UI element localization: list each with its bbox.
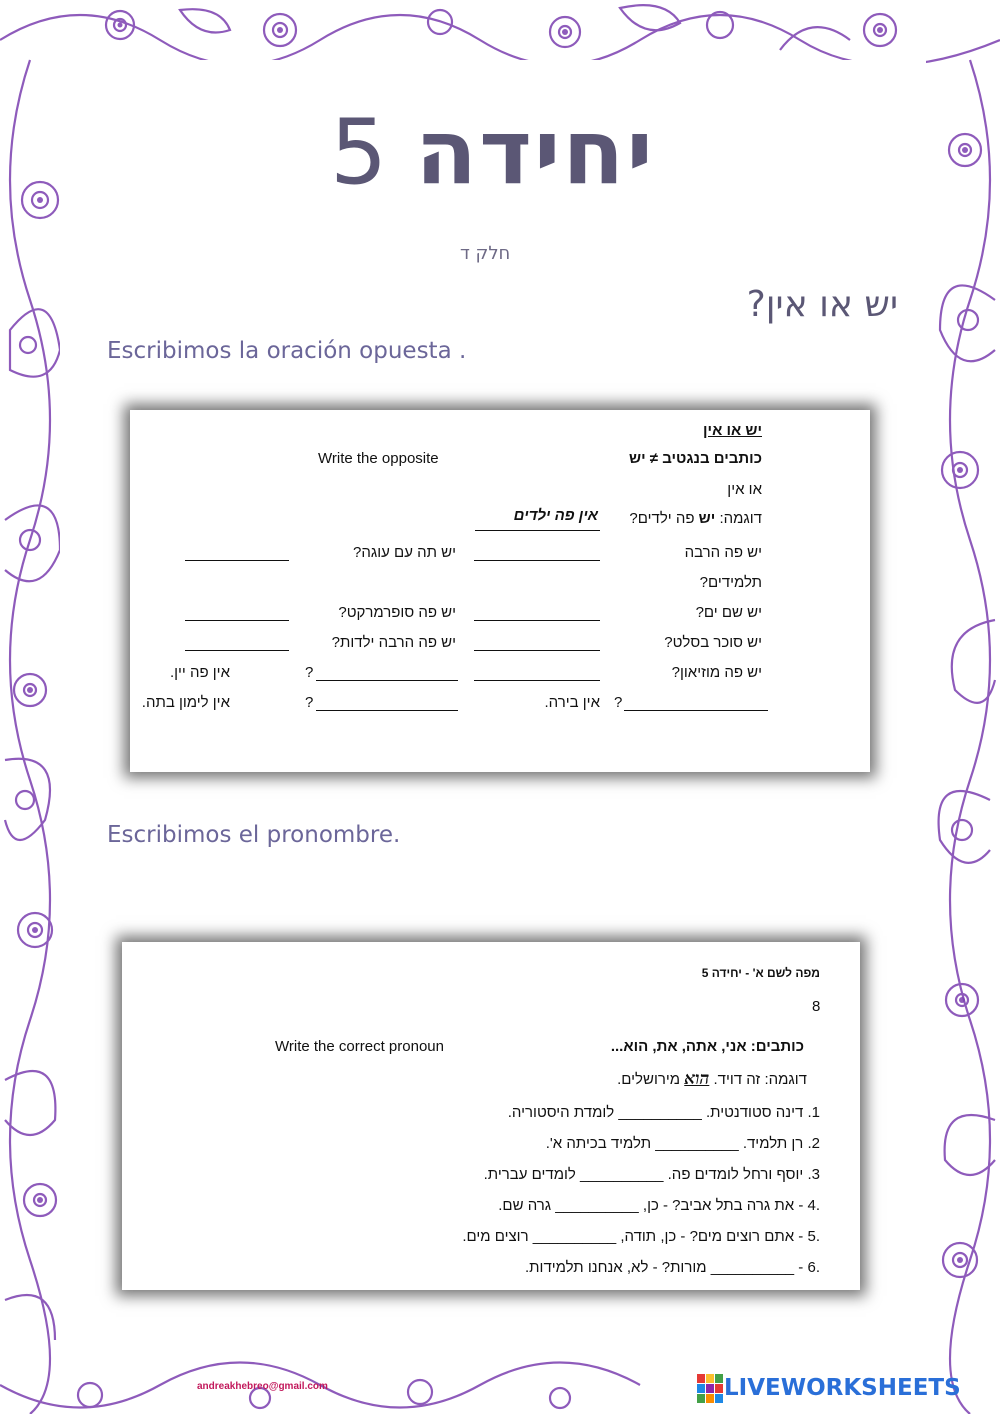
sheet1-example [629,510,762,527]
sheet2-write-line [611,1038,804,1055]
q-right-3: יש סוכר בסלט? [664,634,762,651]
sheet1-line1: כותבים בנגטיב ≠ יש [629,450,762,467]
example-text: זה דויד. [713,1071,761,1088]
liveworksheets-mark-icon [697,1374,721,1402]
answer-blank[interactable] [185,620,289,621]
item-number: .4 [807,1197,820,1214]
list-item[interactable] [508,1104,820,1121]
list-item[interactable] [546,1135,820,1152]
item-number: 2. [807,1135,820,1152]
item-text: יוסף ורחל לומדים פה. __________ לומדים עברית. [483,1166,804,1183]
item-number: 3. [807,1166,820,1183]
instruction-opposite: Escribimos la oración opuesta . [107,338,467,364]
q-mid-5: אין לימון בתה. [141,694,230,711]
title-hebrew: יחידה [415,100,655,205]
instruction-pronoun: Escribimos el pronombre. [107,822,401,848]
sheet1-example-answer: אין פה ילדים [513,507,598,524]
q-right-1a: יש פה הרבה [684,544,762,561]
item-number: 1. [807,1104,820,1121]
footer-email[interactable]: andreakhebreo@gmail.com [197,1381,328,1392]
sheet2-header: מפה לשם א' - יחידה 5 [701,966,820,980]
page-subtitle: חלק ד [460,243,511,264]
answer-blank[interactable] [474,620,600,621]
sheet1-heading: יש או אין [703,422,762,439]
answer-blank[interactable] [185,650,289,651]
item-text: - את גרה בתל אביב? - כן, __________ גרה שם. [498,1197,804,1214]
answer-blank[interactable] [316,710,458,711]
item-number: .6 [807,1259,820,1276]
item-number: .5 [807,1228,820,1245]
question-mark: ? [614,694,623,711]
q-mid-1: יש תה עם עוגה? [353,544,456,561]
answer-blank[interactable] [316,680,458,681]
page-title [330,100,655,205]
item-text: דינה סטודנטית. __________ לומדת היסטוריה. [507,1104,804,1121]
answer-blank[interactable] [474,560,600,561]
answer-blank[interactable] [474,680,600,681]
q-right-5: אין בירה. [544,694,600,711]
sheet1-line2: או אין [727,481,762,498]
write-options: אני, אתה, את, הוא... [610,1038,747,1055]
item-text: - אתם רוצים מים? - כן, תודה, __________ רוצים מים. [462,1228,804,1245]
example-answer: הוא [684,1069,710,1089]
list-item[interactable] [525,1259,820,1276]
q-right-4: יש פה מוזיאון? [671,664,762,681]
example-answer-line [475,530,600,531]
logo-text: LIVEWORKSHEETS [724,1375,961,1401]
sheet2-page-number: 8 [812,998,821,1015]
example-label: דוגמה: [764,1071,807,1088]
sheet2-example [617,1069,807,1089]
example-bold: יש [698,510,716,527]
sheet1-english-instruction: Write the opposite [318,450,439,467]
list-item[interactable] [462,1228,820,1245]
q-mid-3: יש פה הרבה ילדות? [331,634,456,651]
liveworksheets-logo[interactable] [697,1374,961,1402]
worksheet-pronoun-sheet [122,942,860,1290]
item-text: רן תלמיד. __________ תלמיד בכיתה א'. [545,1135,804,1152]
q-mid-4: אין פה יין. [169,664,230,681]
example-label: דוגמה: [719,510,762,527]
sheet2-english-instruction: Write the correct pronoun [275,1038,444,1055]
item-text: - __________ מורות? - לא, אנחנו תלמידות. [525,1259,804,1276]
question-mark: ? [305,664,314,681]
title-number: 5 [330,100,390,205]
answer-blank[interactable] [185,560,289,561]
q-right-2: יש שם ים? [695,604,762,621]
write-label: כותבים: [750,1038,804,1055]
example-end: מירושלים. [617,1071,681,1088]
list-item[interactable] [484,1166,820,1183]
q-mid-2: יש פה סופרמרקט? [338,604,456,621]
question-mark: ? [305,694,314,711]
q-right-1b: תלמידים? [699,574,762,591]
example-rest: פה ילדים? [629,510,695,527]
list-item[interactable] [498,1197,820,1214]
answer-blank[interactable] [474,650,600,651]
worksheet-opposite-sheet [130,410,870,772]
section-heading: יש או אין? [746,284,898,325]
answer-blank[interactable] [624,710,768,711]
